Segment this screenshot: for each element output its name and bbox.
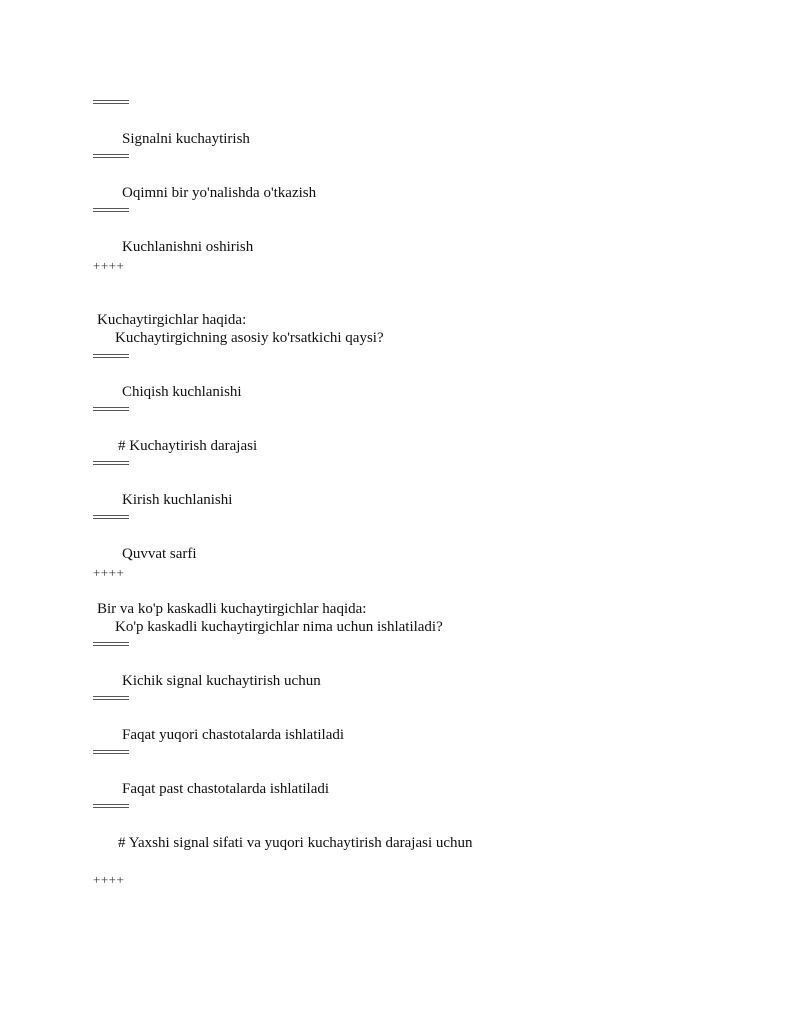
answer-separator <box>93 208 129 212</box>
answer-option-correct: # Kuchaytirish darajasi <box>118 438 258 454</box>
answer-option: Kirish kuchlanishi <box>122 492 233 508</box>
question-text: Ko'p kaskadli kuchaytirgichlar nima uchun ishlatiladi? <box>115 619 443 635</box>
answer-option: Kichik signal kuchaytirish uchun <box>122 673 321 689</box>
answer-separator <box>93 515 129 519</box>
answer-separator <box>93 642 129 646</box>
answer-separator <box>93 354 129 358</box>
answer-separator <box>93 696 129 700</box>
answer-separator <box>93 154 129 158</box>
question-text: Kuchaytirgichning asosiy ko'rsatkichi qaysi? <box>115 330 384 346</box>
block-end-marker: ++++ <box>93 872 125 887</box>
block-end-marker: ++++ <box>93 258 125 273</box>
answer-separator <box>93 407 129 411</box>
answer-separator <box>93 750 129 754</box>
answer-separator <box>93 100 129 104</box>
answer-option: Signalni kuchaytirish <box>122 131 250 147</box>
answer-separator <box>93 804 129 808</box>
answer-option: Oqimni bir yo'nalishda o'tkazish <box>122 185 317 201</box>
answer-option: Quvvat sarfi <box>122 546 197 562</box>
answer-option: Faqat yuqori chastotalarda ishlatiladi <box>122 727 345 743</box>
question-topic: Bir va ko'p kaskadli kuchaytirgichlar haqida: <box>97 601 367 617</box>
block-end-marker: ++++ <box>93 565 125 580</box>
answer-option: Kuchlanishni oshirish <box>122 239 254 255</box>
answer-separator <box>93 461 129 465</box>
question-topic: Kuchaytirgichlar haqida: <box>97 312 247 328</box>
answer-option-correct: # Yaxshi signal sifati va yuqori kuchaytirish darajasi uchun <box>118 835 473 851</box>
answer-option: Faqat past chastotalarda ishlatiladi <box>122 781 330 797</box>
answer-option: Chiqish kuchlanishi <box>122 384 242 400</box>
